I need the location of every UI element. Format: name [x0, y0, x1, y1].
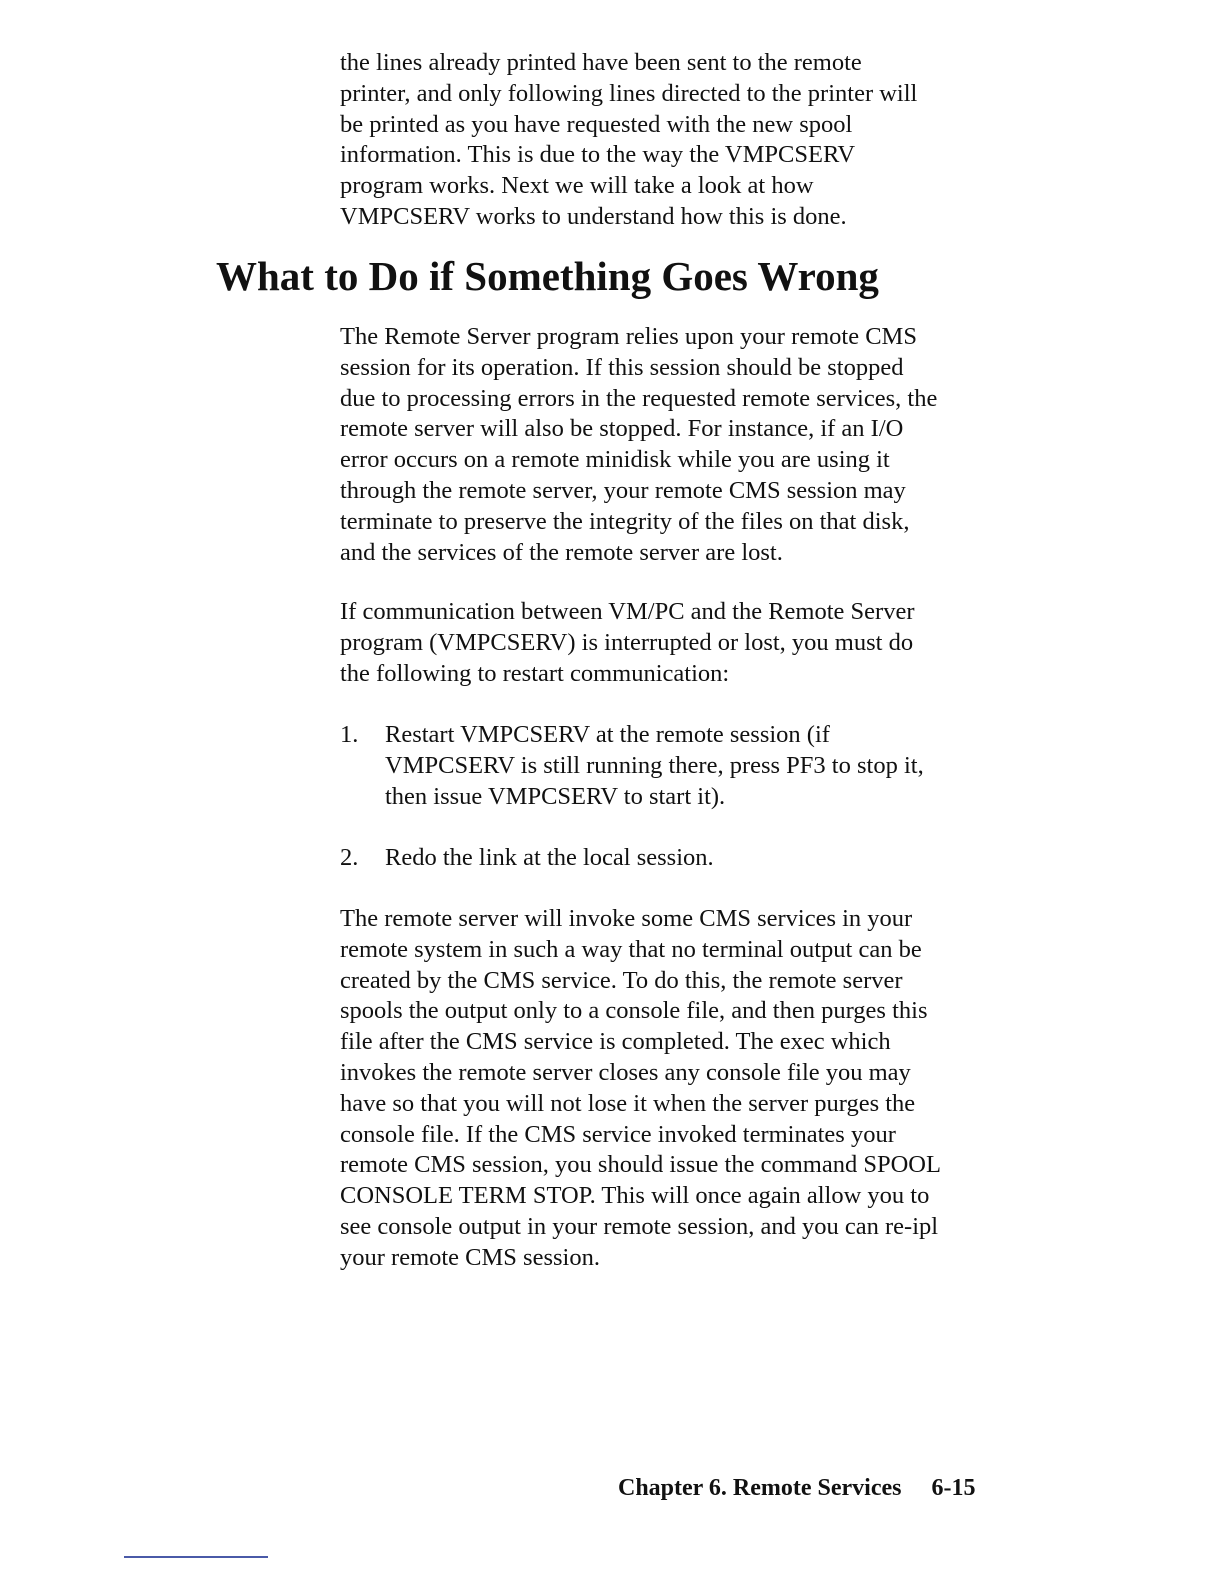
list-item-text	[385, 843, 714, 874]
text-line: remote system in such a way that no terminal output can be	[340, 935, 922, 963]
text-line: VMPCSERV is still running there, press PF3 to stop it,	[385, 751, 924, 779]
text-line: be printed as you have requested with the new spool	[340, 110, 853, 138]
text-line: session for its operation. If this session should be stopped	[340, 353, 904, 381]
list-item	[340, 843, 1030, 875]
text-line: program works. Next we will take a look at how	[340, 172, 814, 200]
text-line: invokes the remote server closes any console file you may	[340, 1058, 911, 1086]
text-line: VMPCSERV works to understand how this is done.	[340, 202, 847, 230]
text-line: and the services of the remote server are lost.	[340, 538, 783, 566]
text-line: spools the output only to a console file, and then purges this	[340, 997, 928, 1025]
text-line: have so that you will not lose it when the server purges the	[340, 1089, 916, 1117]
list-number: 1.	[340, 721, 359, 748]
text-line: console file. If the CMS service invoked terminates your	[340, 1120, 896, 1148]
text-line: program (VMPCSERV) is interrupted or lost, you must do	[340, 628, 914, 656]
text-line: Redo the link at the local session.	[385, 844, 714, 871]
text-line: remote server will also be stopped. For instance, if an I/O	[340, 415, 904, 443]
text-line: see console output in your remote session, and you can re-ipl	[340, 1212, 939, 1240]
chapter-title: Chapter 6. Remote Services	[618, 1475, 902, 1501]
paragraph-remote-server-reliance	[340, 322, 1030, 568]
text-line: your remote CMS session.	[340, 1243, 600, 1271]
text-line: the following to restart communication:	[340, 659, 730, 687]
text-line: The Remote Server program relies upon your remote CMS	[340, 323, 917, 350]
page-number: 6-15	[931, 1475, 976, 1501]
paragraph-console-output	[340, 904, 1030, 1274]
text-line: If communication between VM/PC and the Remote Server	[340, 598, 915, 625]
list-item	[340, 720, 1030, 814]
text-line: the lines already printed have been sent to the remote	[340, 49, 862, 76]
text-line: Restart VMPCSERV at the remote session (if	[385, 721, 830, 748]
list-item-text	[385, 720, 924, 812]
text-line: CONSOLE TERM STOP. This will once again allow you to	[340, 1182, 930, 1210]
intro-paragraph	[340, 48, 1030, 233]
text-line: remote CMS session, you should issue the command SPOOL	[340, 1151, 941, 1179]
text-line: The remote server will invoke some CMS services in your	[340, 905, 913, 932]
text-line: file after the CMS service is completed. The exec which	[340, 1028, 891, 1056]
text-line: terminate to preserve the integrity of the files on that disk,	[340, 507, 910, 535]
text-line: created by the CMS service. To do this, the remote server	[340, 966, 903, 994]
section-heading: What to Do if Something Goes Wrong	[216, 253, 879, 299]
text-line: through the remote server, your remote CMS session may	[340, 476, 906, 504]
bottom-divider	[124, 1556, 268, 1558]
text-line: printer, and only following lines directed to the printer will	[340, 79, 918, 107]
text-line: information. This is due to the way the VMPCSERV	[340, 141, 856, 169]
text-line: due to processing errors in the requested remote services, the	[340, 384, 938, 412]
paragraph-communication-lost	[340, 597, 1030, 689]
list-number: 2.	[340, 844, 359, 871]
text-line: error occurs on a remote minidisk while you are using it	[340, 446, 890, 474]
text-line: then issue VMPCSERV to start it).	[385, 782, 726, 810]
page-footer	[618, 1472, 975, 1504]
